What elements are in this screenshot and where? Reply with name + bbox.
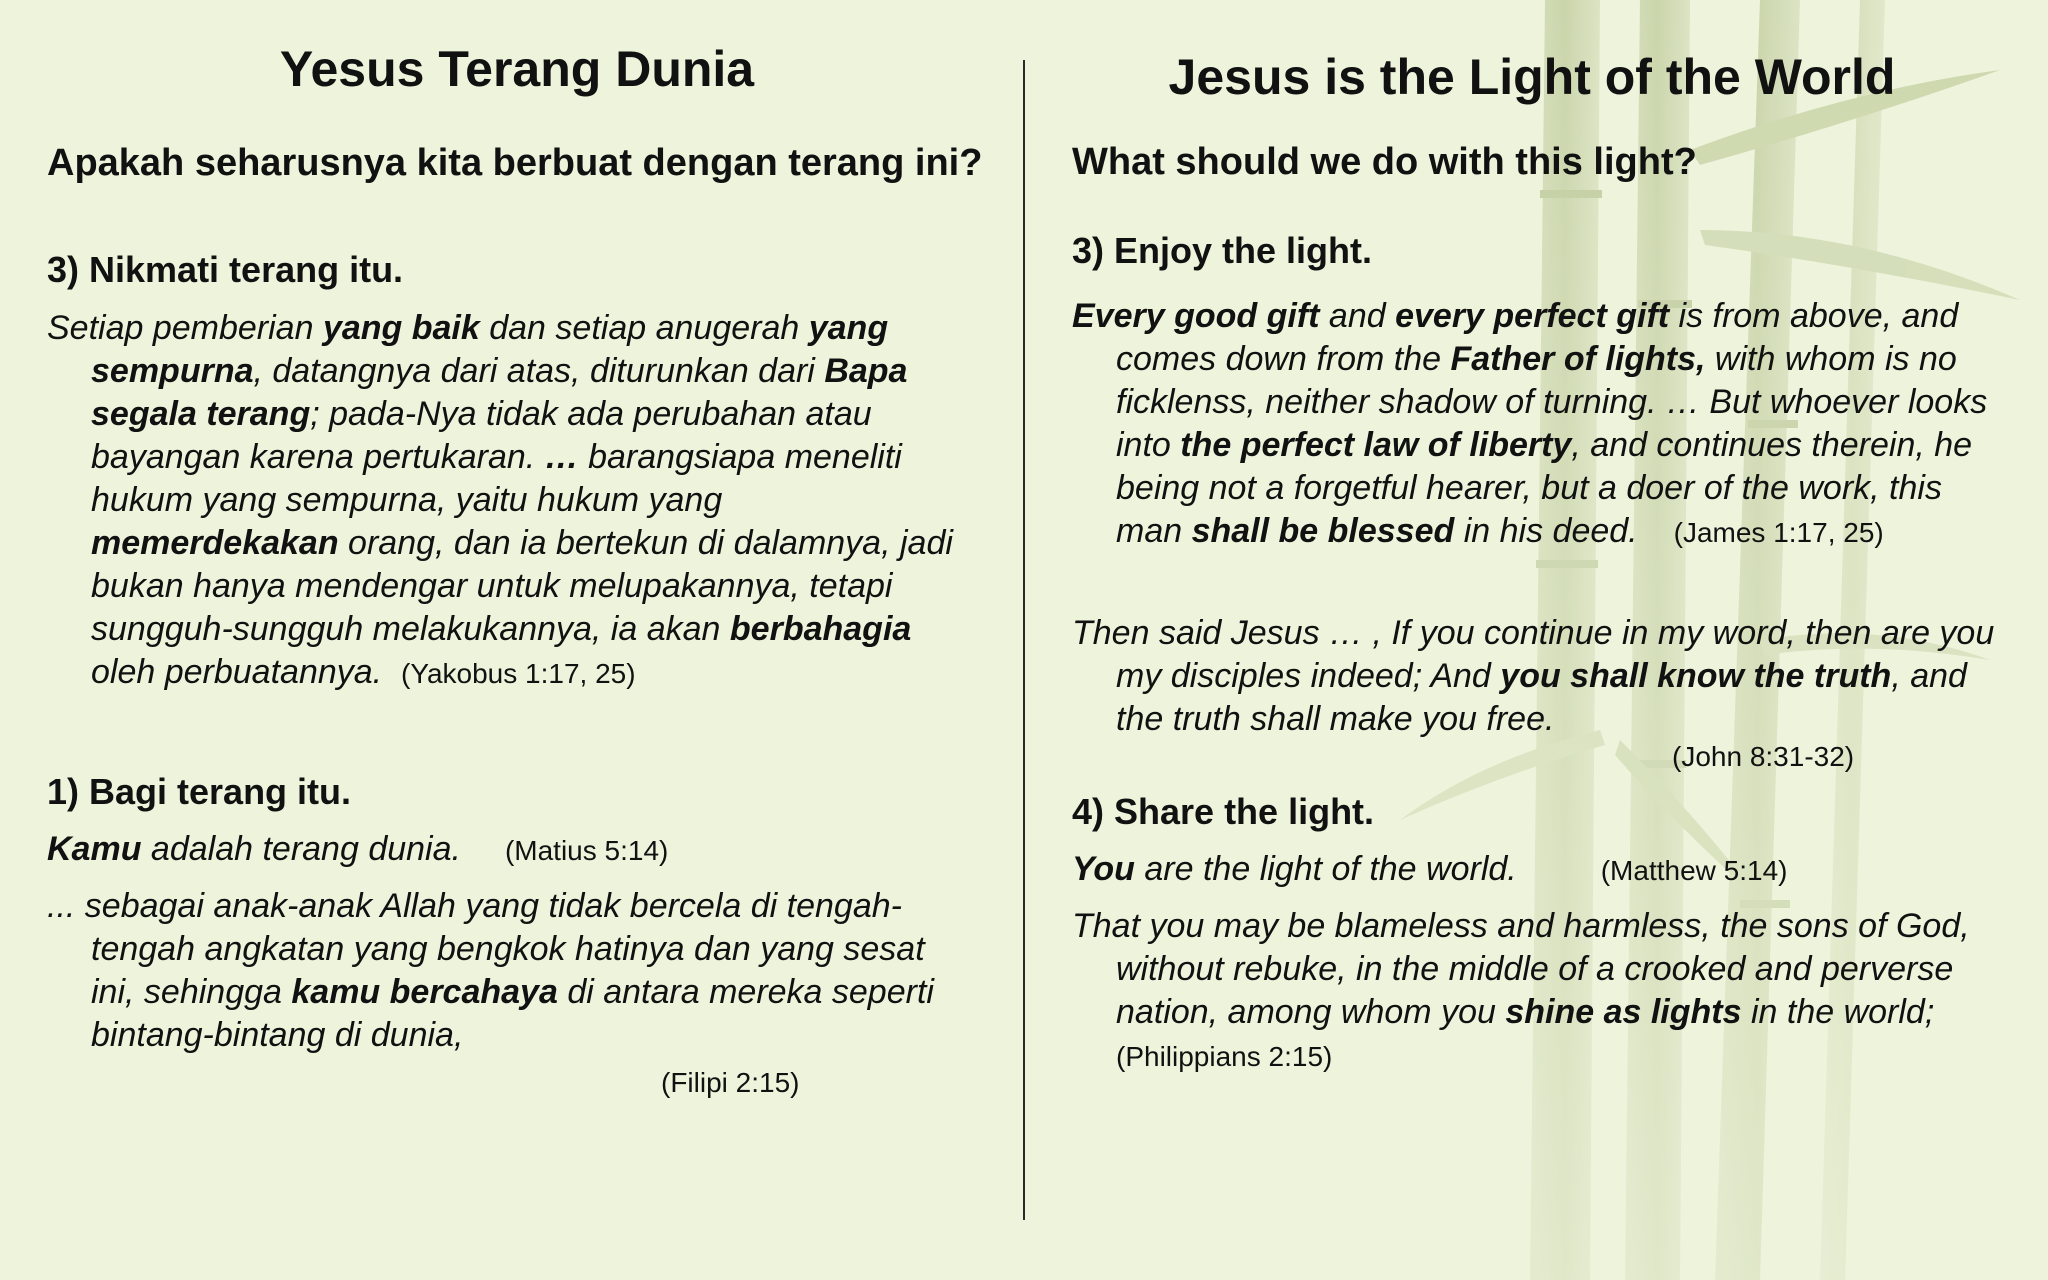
verse-emphasis: memerdekakan [91,524,339,562]
verse-text: oleh perbuatannya. [91,653,383,691]
right-verse2-block [1072,612,2002,741]
verse-text: and [1319,297,1396,335]
left-question: Apakah seharusnya kita berbuat dengan terang ini? [47,142,983,184]
right-point4-block [1072,790,2012,834]
verse-emphasis: … [544,438,579,476]
verse-text: , and the truth shall make you free. [1116,657,1967,738]
verse-emphasis: kamu bercahaya [291,973,558,1011]
verse-text: in the world; [1741,993,1935,1031]
left-verse3-block [47,885,967,1057]
verse-text: , and continues therein, he being not a forgetful hearer, but a doer of the work, this man [1116,426,1973,550]
verse-text: is from above, and comes down from the [1116,297,1959,378]
right-question-block [1072,140,2012,184]
verse-text: Then said Jesus … , If you continue in my word, then are you my disciples indeed; And [1072,614,1995,695]
verse-emphasis: Bapa segala terang [91,352,908,433]
left-point3-heading: 3) Nikmati terang itu. [47,249,404,290]
verse-emphasis: the perfect law of liberty [1180,426,1572,464]
left-verse2-reference: (Matius 5:14) [504,835,669,866]
verse-text: di antara mereka seperti bintang-bintang di dunia, [91,973,934,1054]
column-divider [1023,60,1025,1220]
verse-emphasis: berbahagia [729,610,912,648]
verse-text: ... sebagai anak-anak Allah yang tidak bercela di tengah-tengah angkatan yang bengkok hatinya dan yang sesat ini, sehingga [47,887,925,1011]
right-verse1-reference: (James 1:17, 25) [1673,517,1884,548]
verse-emphasis: shine as lights [1505,993,1742,1031]
verse-text: dan setiap anugerah [479,309,809,347]
right-verse1-block [1072,295,2002,554]
verse-text: That you may be blameless and harmless, the sons of God, without rebuke, in the middle of a crooked and perverse nation, among whom you [1072,907,1970,1031]
verse-text: adalah terang dunia. [141,830,461,868]
verse-emphasis: Kamu [47,830,142,868]
verse-emphasis: you shall know the truth [1500,657,1892,695]
verse-emphasis: You [1072,850,1135,888]
left-verse3-reference: (Filipi 2:15) [661,1067,800,1098]
right-verse2 [1072,612,2002,741]
verse-emphasis: shall be blessed [1191,512,1455,550]
verse-emphasis: yang baik [322,309,480,347]
right-question: What should we do with this light? [1072,141,1697,183]
verse-text: barangsiapa meneliti hukum yang sempurna, yaitu hukum yang [91,438,902,519]
verse-text: orang, dan ia bertekun di dalamnya, jadi bukan hanya mendengar untuk melupakannya, tetapi sungguh-sungguh melakukannya, ia akan [91,524,953,648]
right-verse3-reference: (Matthew 5:14) [1600,855,1788,886]
verse-text: , datangnya dari atas, diturunkan dari [253,352,825,390]
right-verse4-reference: (Philippians 2:15) [1116,1041,1333,1072]
right-point4-heading: 4) Share the light. [1072,791,1375,832]
right-verse4-block [1072,905,2002,1078]
left-title: Yesus Terang Dunia [279,41,755,97]
left-point1-heading: 1) Bagi terang itu. [47,771,352,812]
verse-text: are the light of the world. [1134,850,1517,888]
verse-text: ; pada-Nya tidak ada perubahan atau bayangan karena pertukaran. [91,395,872,476]
left-verse2-block [47,828,997,872]
right-verse3 [1072,848,2012,892]
right-verse2-reference: (John 8:31-32) [1672,741,1855,772]
right-point3-block [1072,229,2012,273]
left-question-block [47,140,997,186]
verse-emphasis: Every good gift [1072,297,1320,335]
verse-text: with whom is no ficklenss, neither shadow of turning. … But whoever looks into [1116,340,1988,464]
right-verse3-block [1072,848,2012,892]
left-verse1-block [47,307,967,695]
verse-emphasis: Father of lights, [1450,340,1706,378]
verse-text: in his deed. [1454,512,1638,550]
left-point3-block [47,248,997,292]
verse-text: Setiap pemberian [47,309,323,347]
right-point3-heading: 3) Enjoy the light. [1072,230,1373,271]
left-verse2 [47,828,997,872]
right-title: Jesus is the Light of the World [1168,49,1896,105]
verse-emphasis: yang sempurna [91,309,889,390]
right-verse4 [1072,905,2002,1078]
right-verse1 [1072,295,2002,554]
left-verse1 [47,307,967,695]
left-verse3 [47,885,967,1057]
verse-emphasis: every perfect gift [1395,297,1670,335]
left-point1-block [47,770,997,814]
left-verse1-reference: (Yakobus 1:17, 25) [401,658,636,689]
